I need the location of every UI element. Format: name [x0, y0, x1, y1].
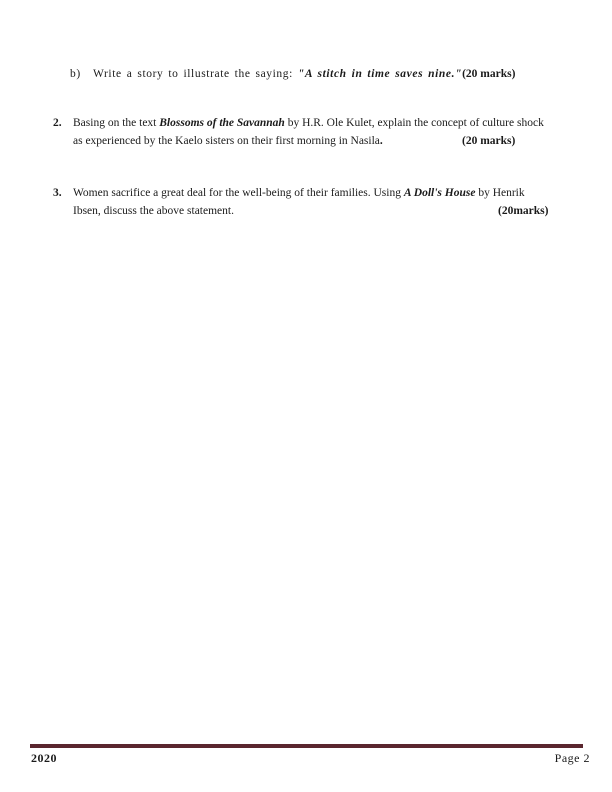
question-3-line-1 — [53, 185, 593, 203]
question-3-number: 3. — [53, 187, 62, 199]
question-2-text-after-title: by H.R. Ole Kulet, explain the concept of culture shock — [287, 117, 544, 129]
footer-page-number: Page 2 — [554, 751, 590, 765]
question-3-text-after-title: by Henrik — [478, 187, 525, 199]
question-2-text-continued: as experienced by the Kaelo sisters on their first morning in Nasila — [73, 134, 380, 147]
footer-year: 2020 — [31, 751, 57, 765]
question-2-line-1 — [53, 115, 593, 133]
question-2-marks: (20 marks) — [462, 134, 516, 147]
question-b-marks: (20 marks) — [462, 68, 516, 80]
question-2 — [53, 115, 593, 150]
question-b-prompt: Write a story to illustrate the saying: — [93, 68, 293, 80]
question-3-text-continued: Ibsen, discuss the above statement. — [73, 204, 234, 217]
question-b-quote: "A stitch in time saves nine." — [297, 68, 463, 80]
footer-divider-rule — [30, 744, 583, 748]
question-b — [70, 66, 515, 84]
question-3-marks: (20marks) — [498, 204, 549, 217]
question-3-book-title: A Doll's House — [403, 187, 476, 199]
question-2-period: . — [379, 134, 383, 147]
question-3-text-before-title: Women sacrifice a great deal for the well-being of their families. Using — [73, 187, 401, 199]
question-2-number: 2. — [53, 117, 62, 129]
question-b-label: b) — [70, 68, 81, 80]
question-2-text-before-title: Basing on the text — [73, 117, 157, 129]
question-3 — [53, 185, 593, 220]
question-2-book-title: Blossoms of the Savannah — [159, 117, 285, 129]
